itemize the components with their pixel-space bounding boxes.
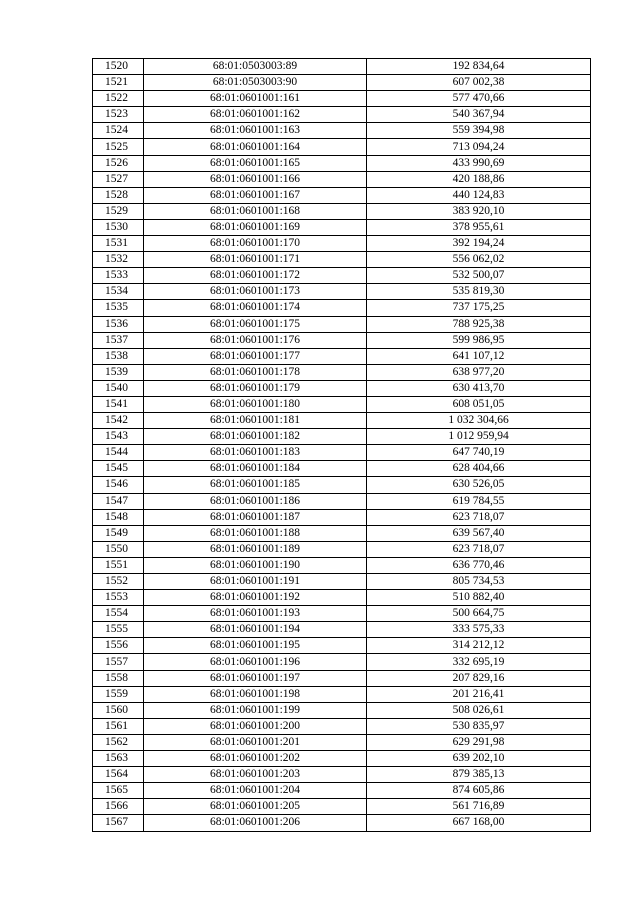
cadastral-value-cell: 1 032 304,66 (367, 413, 591, 429)
cadastral-number-cell: 68:01:0601001:181 (144, 413, 367, 429)
cadastral-value-cell: 561 716,89 (367, 799, 591, 815)
cadastral-value-cell: 207 829,16 (367, 670, 591, 686)
row-number-cell: 1562 (93, 734, 144, 750)
table-row (93, 557, 591, 573)
row-number-cell: 1528 (93, 187, 144, 203)
cadastral-value-cell: 556 062,02 (367, 252, 591, 268)
cadastral-value-cell: 314 212,12 (367, 638, 591, 654)
cadastral-value-cell: 607 002,38 (367, 75, 591, 91)
table-row (93, 590, 591, 606)
cadastral-value-cell: 1 012 959,94 (367, 429, 591, 445)
cadastral-number-cell: 68:01:0601001:171 (144, 252, 367, 268)
row-number-cell: 1566 (93, 799, 144, 815)
cadastral-number-cell: 68:01:0601001:179 (144, 380, 367, 396)
table-row (93, 654, 591, 670)
row-number-cell: 1530 (93, 219, 144, 235)
cadastral-value-cell: 392 194,24 (367, 236, 591, 252)
table-row (93, 751, 591, 767)
table-row (93, 622, 591, 638)
table-row (93, 783, 591, 799)
row-number-cell: 1553 (93, 590, 144, 606)
cadastral-value-cell: 559 394,98 (367, 123, 591, 139)
table-row (93, 541, 591, 557)
cadastral-number-cell: 68:01:0601001:164 (144, 139, 367, 155)
cadastral-number-cell: 68:01:0601001:194 (144, 622, 367, 638)
table-row (93, 734, 591, 750)
row-number-cell: 1531 (93, 236, 144, 252)
cadastral-number-cell: 68:01:0601001:186 (144, 493, 367, 509)
cadastral-number-cell: 68:01:0601001:169 (144, 219, 367, 235)
cadastral-number-cell: 68:01:0601001:182 (144, 429, 367, 445)
row-number-cell: 1552 (93, 574, 144, 590)
table-row (93, 638, 591, 654)
row-number-cell: 1526 (93, 155, 144, 171)
cadastral-number-cell: 68:01:0601001:187 (144, 509, 367, 525)
cadastral-value-cell: 629 291,98 (367, 734, 591, 750)
cadastral-value-cell: 628 404,66 (367, 461, 591, 477)
table-row (93, 380, 591, 396)
cadastral-number-cell: 68:01:0601001:189 (144, 541, 367, 557)
cadastral-value-cell: 630 526,05 (367, 477, 591, 493)
table-row (93, 91, 591, 107)
cadastral-value-cell: 623 718,07 (367, 509, 591, 525)
cadastral-value-cell: 636 770,46 (367, 557, 591, 573)
cadastral-value-table (92, 58, 591, 832)
table-row (93, 525, 591, 541)
cadastral-value-cell: 433 990,69 (367, 155, 591, 171)
row-number-cell: 1558 (93, 670, 144, 686)
row-number-cell: 1551 (93, 557, 144, 573)
cadastral-number-cell: 68:01:0601001:202 (144, 751, 367, 767)
row-number-cell: 1532 (93, 252, 144, 268)
cadastral-number-cell: 68:01:0503003:90 (144, 75, 367, 91)
cadastral-number-cell: 68:01:0601001:172 (144, 268, 367, 284)
cadastral-number-cell: 68:01:0601001:170 (144, 236, 367, 252)
cadastral-value-cell: 608 051,05 (367, 396, 591, 412)
row-number-cell: 1548 (93, 509, 144, 525)
table-row (93, 670, 591, 686)
row-number-cell: 1544 (93, 445, 144, 461)
cadastral-number-cell: 68:01:0601001:162 (144, 107, 367, 123)
row-number-cell: 1538 (93, 348, 144, 364)
table-row (93, 477, 591, 493)
cadastral-number-cell: 68:01:0601001:190 (144, 557, 367, 573)
cadastral-number-cell: 68:01:0503003:89 (144, 59, 367, 75)
cadastral-number-cell: 68:01:0601001:180 (144, 396, 367, 412)
table-row (93, 574, 591, 590)
row-number-cell: 1525 (93, 139, 144, 155)
row-number-cell: 1565 (93, 783, 144, 799)
table-row (93, 348, 591, 364)
table-row (93, 767, 591, 783)
cadastral-number-cell: 68:01:0601001:175 (144, 316, 367, 332)
cadastral-number-cell: 68:01:0601001:167 (144, 187, 367, 203)
row-number-cell: 1567 (93, 815, 144, 831)
cadastral-value-cell: 535 819,30 (367, 284, 591, 300)
cadastral-number-cell: 68:01:0601001:198 (144, 686, 367, 702)
row-number-cell: 1521 (93, 75, 144, 91)
row-number-cell: 1563 (93, 751, 144, 767)
table-row (93, 219, 591, 235)
table-row (93, 493, 591, 509)
cadastral-value-cell: 440 124,83 (367, 187, 591, 203)
cadastral-number-cell: 68:01:0601001:184 (144, 461, 367, 477)
cadastral-number-cell: 68:01:0601001:163 (144, 123, 367, 139)
table-row (93, 413, 591, 429)
cadastral-value-cell: 201 216,41 (367, 686, 591, 702)
row-number-cell: 1550 (93, 541, 144, 557)
table-row (93, 300, 591, 316)
table-row (93, 445, 591, 461)
cadastral-value-cell: 577 470,66 (367, 91, 591, 107)
cadastral-number-cell: 68:01:0601001:201 (144, 734, 367, 750)
cadastral-number-cell: 68:01:0601001:206 (144, 815, 367, 831)
cadastral-value-cell: 638 977,20 (367, 364, 591, 380)
cadastral-number-cell: 68:01:0601001:191 (144, 574, 367, 590)
cadastral-number-cell: 68:01:0601001:166 (144, 171, 367, 187)
cadastral-value-cell: 805 734,53 (367, 574, 591, 590)
row-number-cell: 1564 (93, 767, 144, 783)
cadastral-number-cell: 68:01:0601001:168 (144, 203, 367, 219)
cadastral-value-cell: 599 986,95 (367, 332, 591, 348)
row-number-cell: 1536 (93, 316, 144, 332)
row-number-cell: 1541 (93, 396, 144, 412)
cadastral-number-cell: 68:01:0601001:173 (144, 284, 367, 300)
cadastral-value-cell: 383 920,10 (367, 203, 591, 219)
table-row (93, 268, 591, 284)
cadastral-value-cell: 874 605,86 (367, 783, 591, 799)
cadastral-number-cell: 68:01:0601001:161 (144, 91, 367, 107)
row-number-cell: 1555 (93, 622, 144, 638)
cadastral-number-cell: 68:01:0601001:197 (144, 670, 367, 686)
table-row (93, 59, 591, 75)
row-number-cell: 1540 (93, 380, 144, 396)
row-number-cell: 1522 (93, 91, 144, 107)
row-number-cell: 1537 (93, 332, 144, 348)
cadastral-number-cell: 68:01:0601001:199 (144, 702, 367, 718)
table-row (93, 284, 591, 300)
cadastral-value-cell: 647 740,19 (367, 445, 591, 461)
table-row (93, 236, 591, 252)
cadastral-value-cell: 667 168,00 (367, 815, 591, 831)
table-row (93, 815, 591, 831)
cadastral-number-cell: 68:01:0601001:177 (144, 348, 367, 364)
table-row (93, 461, 591, 477)
row-number-cell: 1545 (93, 461, 144, 477)
row-number-cell: 1523 (93, 107, 144, 123)
table-row (93, 332, 591, 348)
cadastral-value-cell: 378 955,61 (367, 219, 591, 235)
cadastral-number-cell: 68:01:0601001:176 (144, 332, 367, 348)
cadastral-number-cell: 68:01:0601001:203 (144, 767, 367, 783)
row-number-cell: 1554 (93, 606, 144, 622)
cadastral-value-cell: 630 413,70 (367, 380, 591, 396)
table-row (93, 509, 591, 525)
cadastral-value-cell: 639 567,40 (367, 525, 591, 541)
cadastral-value-cell: 540 367,94 (367, 107, 591, 123)
row-number-cell: 1520 (93, 59, 144, 75)
cadastral-number-cell: 68:01:0601001:204 (144, 783, 367, 799)
table-row (93, 799, 591, 815)
table-row (93, 429, 591, 445)
cadastral-number-cell: 68:01:0601001:195 (144, 638, 367, 654)
cadastral-value-cell: 532 500,07 (367, 268, 591, 284)
table-row (93, 107, 591, 123)
table-row (93, 702, 591, 718)
table-row (93, 75, 591, 91)
cadastral-value-cell: 508 026,61 (367, 702, 591, 718)
cadastral-number-cell: 68:01:0601001:200 (144, 718, 367, 734)
row-number-cell: 1557 (93, 654, 144, 670)
table-row (93, 155, 591, 171)
row-number-cell: 1529 (93, 203, 144, 219)
row-number-cell: 1533 (93, 268, 144, 284)
cadastral-number-cell: 68:01:0601001:183 (144, 445, 367, 461)
cadastral-value-cell: 420 188,86 (367, 171, 591, 187)
table-row (93, 686, 591, 702)
table-row (93, 252, 591, 268)
table-row (93, 606, 591, 622)
cadastral-value-cell: 333 575,33 (367, 622, 591, 638)
row-number-cell: 1560 (93, 702, 144, 718)
row-number-cell: 1524 (93, 123, 144, 139)
row-number-cell: 1561 (93, 718, 144, 734)
table-row (93, 139, 591, 155)
cadastral-number-cell: 68:01:0601001:193 (144, 606, 367, 622)
row-number-cell: 1543 (93, 429, 144, 445)
row-number-cell: 1549 (93, 525, 144, 541)
cadastral-number-cell: 68:01:0601001:174 (144, 300, 367, 316)
table-row (93, 123, 591, 139)
row-number-cell: 1535 (93, 300, 144, 316)
cadastral-number-cell: 68:01:0601001:192 (144, 590, 367, 606)
cadastral-value-cell: 332 695,19 (367, 654, 591, 670)
cadastral-value-cell: 641 107,12 (367, 348, 591, 364)
cadastral-value-cell: 713 094,24 (367, 139, 591, 155)
cadastral-value-cell: 623 718,07 (367, 541, 591, 557)
table-row (93, 171, 591, 187)
row-number-cell: 1547 (93, 493, 144, 509)
cadastral-value-cell: 619 784,55 (367, 493, 591, 509)
table-row (93, 203, 591, 219)
cadastral-value-cell: 788 925,38 (367, 316, 591, 332)
cadastral-number-cell: 68:01:0601001:165 (144, 155, 367, 171)
row-number-cell: 1542 (93, 413, 144, 429)
table-row (93, 396, 591, 412)
cadastral-number-cell: 68:01:0601001:205 (144, 799, 367, 815)
table-row (93, 316, 591, 332)
row-number-cell: 1534 (93, 284, 144, 300)
table-body (93, 59, 591, 832)
cadastral-value-cell: 639 202,10 (367, 751, 591, 767)
cadastral-number-cell: 68:01:0601001:196 (144, 654, 367, 670)
row-number-cell: 1539 (93, 364, 144, 380)
row-number-cell: 1556 (93, 638, 144, 654)
cadastral-value-cell: 530 835,97 (367, 718, 591, 734)
cadastral-number-cell: 68:01:0601001:178 (144, 364, 367, 380)
cadastral-value-cell: 510 882,40 (367, 590, 591, 606)
cadastral-value-cell: 737 175,25 (367, 300, 591, 316)
table-row (93, 718, 591, 734)
row-number-cell: 1527 (93, 171, 144, 187)
cadastral-value-cell: 192 834,64 (367, 59, 591, 75)
cadastral-value-cell: 500 664,75 (367, 606, 591, 622)
table-row (93, 187, 591, 203)
cadastral-number-cell: 68:01:0601001:188 (144, 525, 367, 541)
table-row (93, 364, 591, 380)
cadastral-value-cell: 879 385,13 (367, 767, 591, 783)
row-number-cell: 1546 (93, 477, 144, 493)
cadastral-number-cell: 68:01:0601001:185 (144, 477, 367, 493)
row-number-cell: 1559 (93, 686, 144, 702)
